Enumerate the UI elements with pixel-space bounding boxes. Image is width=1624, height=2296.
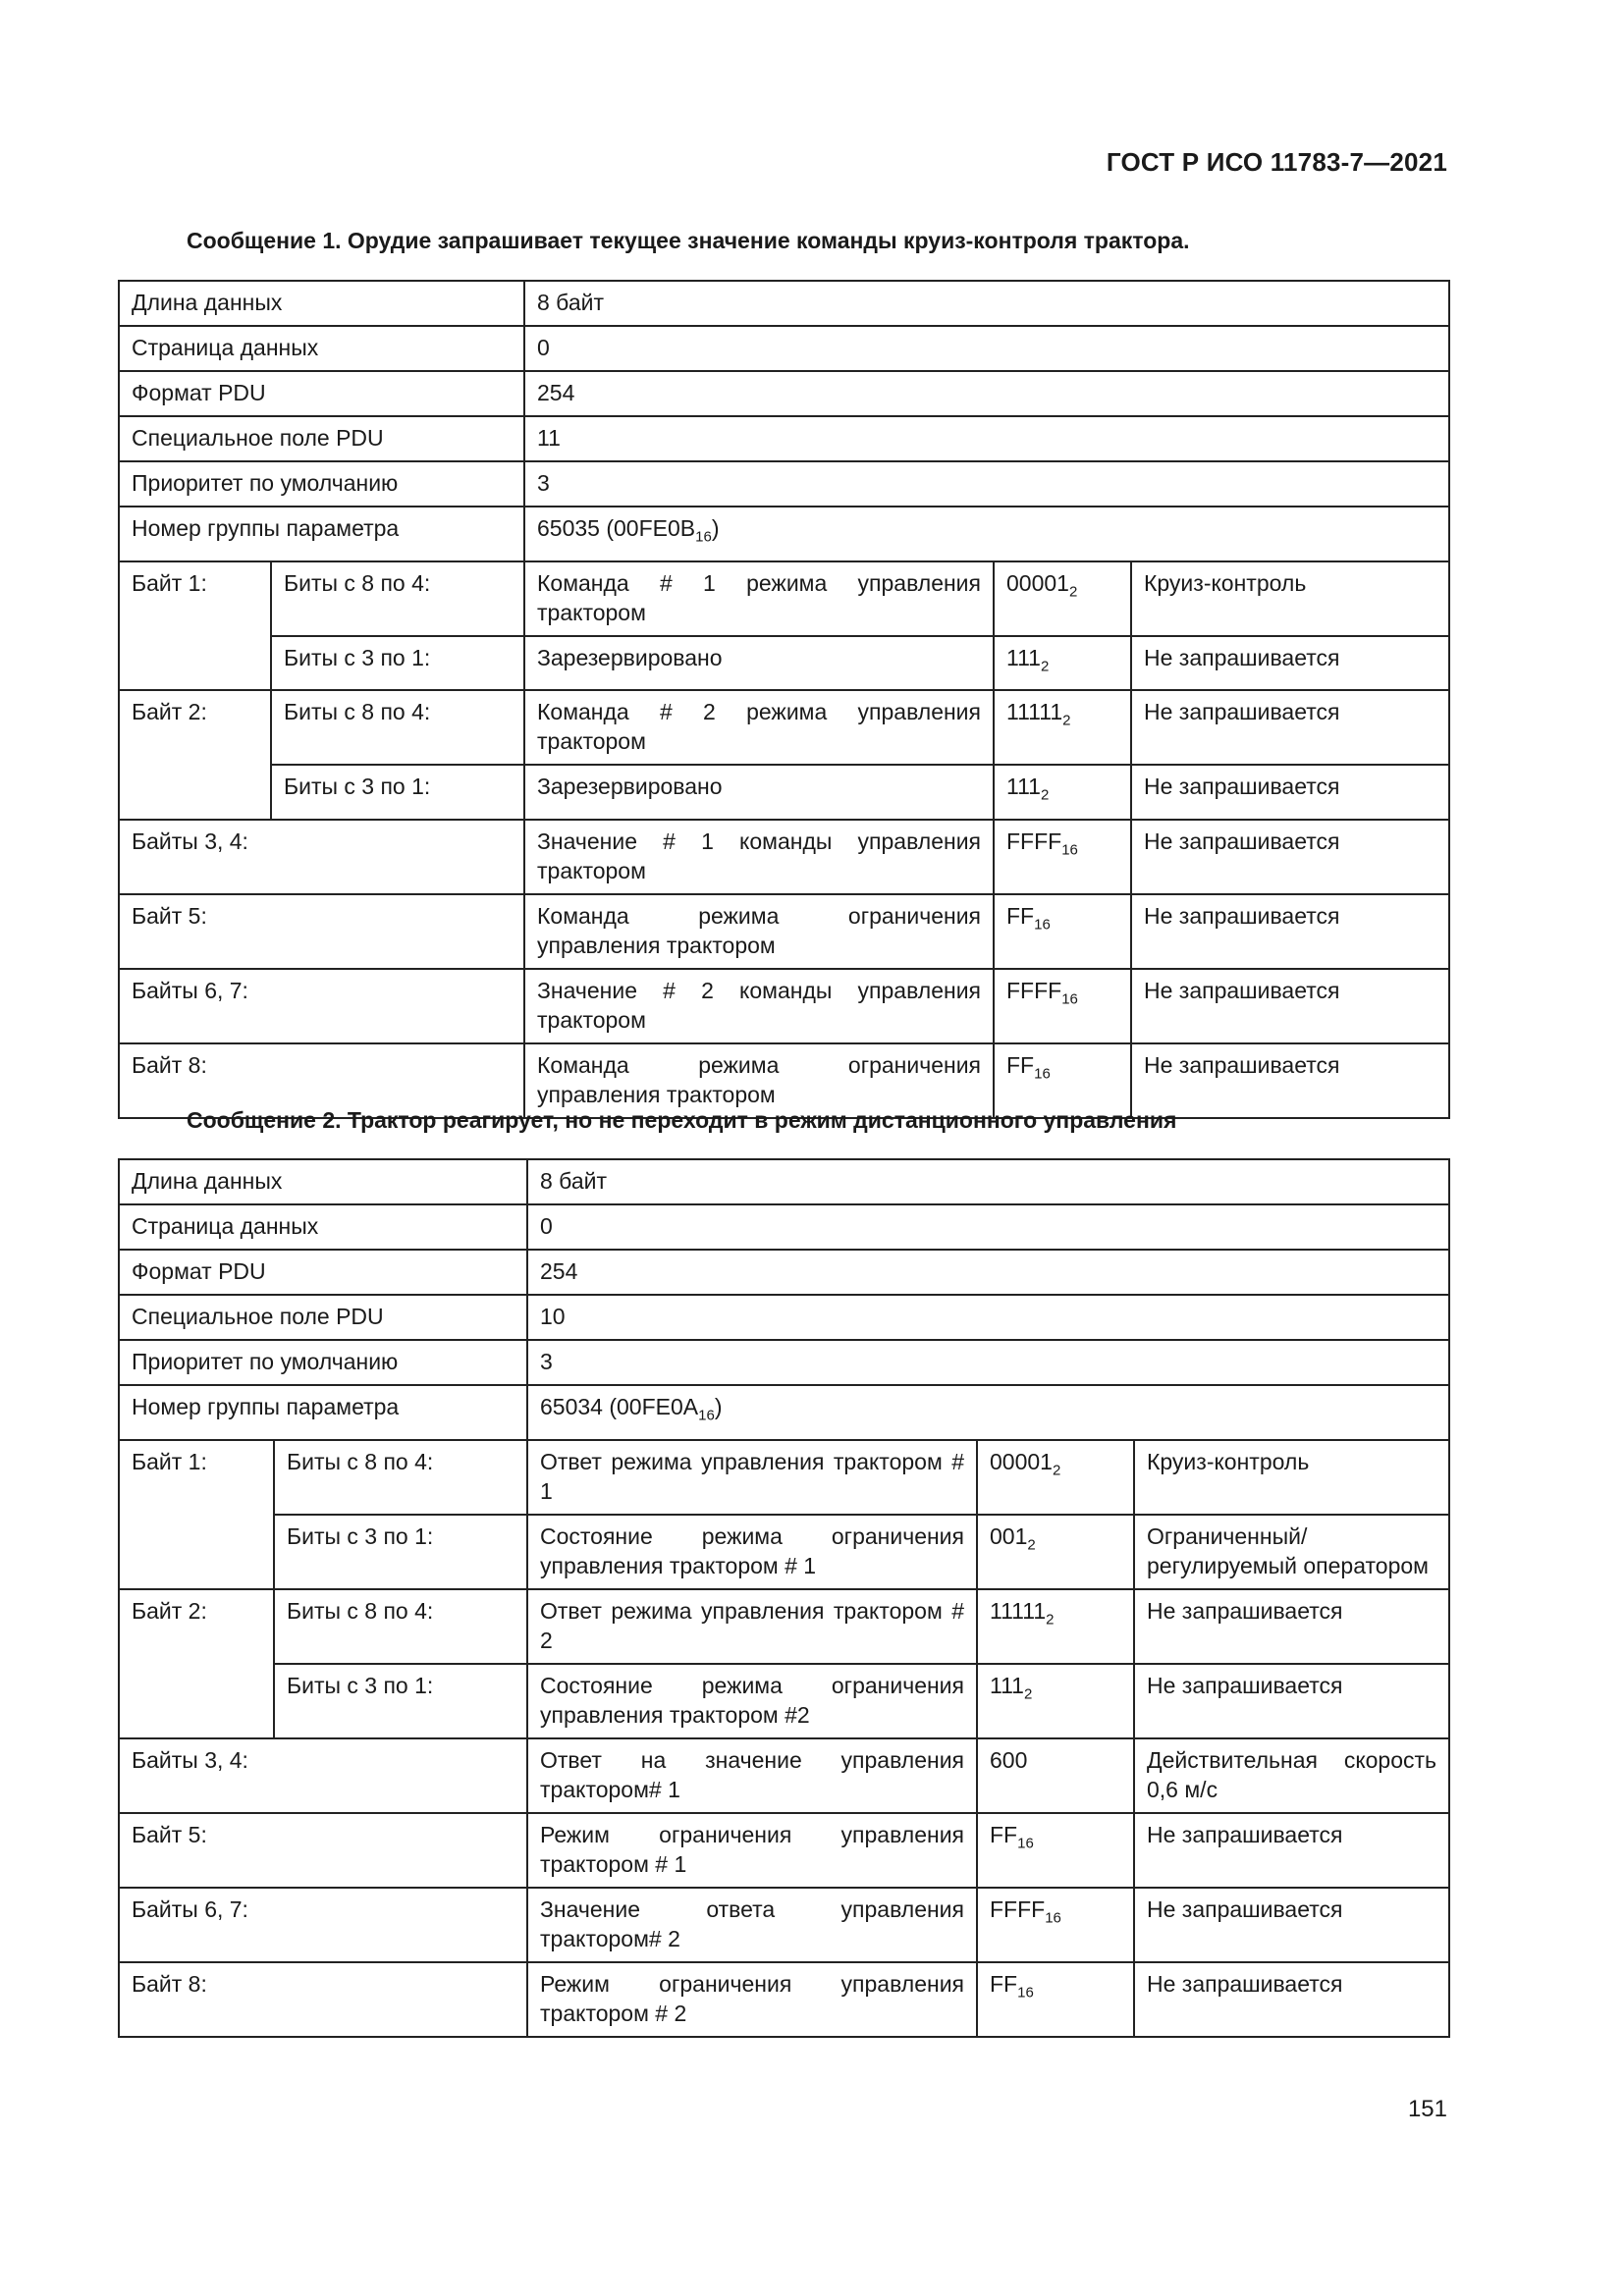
field-description: Режим ограничения управления трактором # 1: [527, 1813, 977, 1888]
field-value-text: 600: [990, 1746, 1028, 1773]
field-value-text: 11111: [990, 1597, 1047, 1624]
table-row: [119, 765, 1449, 820]
param-label: Формат PDU: [119, 371, 524, 416]
table-row: [119, 1204, 1449, 1250]
table-row: [119, 416, 1449, 461]
field-value-subscript: 16: [1017, 1984, 1034, 2002]
field-meaning: Не запрашивается: [1134, 1664, 1449, 1738]
param-value: 3: [524, 461, 1449, 507]
field-description: Команда # 1 режима управления трактором: [524, 561, 994, 636]
field-description: Команда режима ограничения управления трактором: [524, 1043, 994, 1118]
param-value: [527, 1385, 1449, 1440]
field-description: Значение ответа управления трактором# 2: [527, 1888, 977, 1962]
table-row: [119, 507, 1449, 561]
field-value-text: 001: [990, 1522, 1028, 1549]
field-value-text: 111: [1006, 774, 1041, 800]
field-meaning: Не запрашивается: [1131, 1043, 1449, 1118]
byte-label: Байты 3, 4:: [119, 820, 524, 894]
param-label: Длина данных: [119, 281, 524, 326]
field-meaning: Не запрашивается: [1131, 636, 1449, 691]
field-value-text: FFFF: [1006, 977, 1062, 1003]
bits-label: Биты с 3 по 1:: [271, 636, 524, 691]
field-value-subscript: 16: [1061, 990, 1078, 1008]
field-value-subscript: 2: [1062, 712, 1071, 729]
field-value-text: 00001: [1006, 569, 1069, 596]
table-row: [119, 1738, 1449, 1813]
field-meaning: Действительная скорость 0,6 м/с: [1134, 1738, 1449, 1813]
table-row: [119, 281, 1449, 326]
table-row: [119, 1515, 1449, 1589]
param-label: Номер группы параметра: [119, 1385, 527, 1440]
bits-label: Биты с 8 по 4:: [271, 690, 524, 765]
param-label: Формат PDU: [119, 1250, 527, 1295]
param-value: 254: [524, 371, 1449, 416]
table-row: [119, 1440, 1449, 1515]
field-value-subscript: 16: [1034, 1065, 1051, 1083]
field-description: Значение # 2 команды управления трактором: [524, 969, 994, 1043]
field-meaning: Не запрашивается: [1131, 894, 1449, 969]
param-value: 11: [524, 416, 1449, 461]
table-row: [119, 561, 1449, 636]
field-value-subscript: 2: [1040, 658, 1050, 675]
bits-label: Биты с 3 по 1:: [271, 765, 524, 820]
param-value-subscript: 16: [695, 528, 712, 546]
field-description: Зарезервировано: [524, 636, 994, 691]
field-value: [994, 690, 1131, 765]
field-value-subscript: 16: [1017, 1835, 1034, 1852]
param-label: Страница данных: [119, 326, 524, 371]
bits-label: Биты с 8 по 4:: [274, 1589, 527, 1664]
param-label: Специальное поле PDU: [119, 416, 524, 461]
field-value: [977, 1515, 1134, 1589]
table-row: [119, 461, 1449, 507]
byte-label: Байт 8:: [119, 1962, 527, 2037]
param-label: Приоритет по умолчанию: [119, 1340, 527, 1385]
field-description: Ответ режима управления трактором # 2: [527, 1589, 977, 1664]
document-code: ГОСТ Р ИСО 11783-7—2021: [1106, 147, 1447, 177]
param-value: 0: [524, 326, 1449, 371]
byte-label: Байт 2:: [119, 690, 271, 820]
bits-label: Биты с 8 по 4:: [274, 1440, 527, 1515]
field-value: [977, 1888, 1134, 1962]
field-meaning: Не запрашивается: [1131, 765, 1449, 820]
bits-label: Биты с 3 по 1:: [274, 1515, 527, 1589]
table-row: [119, 1813, 1449, 1888]
field-value-subscript: 2: [1052, 1462, 1061, 1479]
field-meaning: Ограниченный/регулируемый оператором: [1134, 1515, 1449, 1589]
param-value-suffix: ): [714, 1394, 723, 1419]
byte-label: Байты 6, 7:: [119, 1888, 527, 1962]
byte-label: Байт 8:: [119, 1043, 524, 1118]
table-row: [119, 1664, 1449, 1738]
table-row: [119, 1250, 1449, 1295]
param-value-suffix: ): [711, 515, 720, 541]
byte-label: Байт 2:: [119, 1589, 274, 1738]
param-value: 3: [527, 1340, 1449, 1385]
param-value-text: 65035 (00FE0B: [537, 515, 696, 541]
field-value-subscript: 16: [1034, 916, 1051, 934]
field-value-text: 11111: [1006, 699, 1063, 725]
field-value-text: FFFF: [990, 1896, 1046, 1922]
table-row: [119, 690, 1449, 765]
table-row: [119, 1340, 1449, 1385]
table-row: [119, 1385, 1449, 1440]
param-value: 10: [527, 1295, 1449, 1340]
field-value: [977, 1962, 1134, 2037]
field-meaning: Не запрашивается: [1134, 1962, 1449, 2037]
field-value-text: FF: [1006, 1051, 1035, 1078]
field-meaning: Не запрашивается: [1131, 690, 1449, 765]
table-row: [119, 1295, 1449, 1340]
field-value-subscript: 2: [1068, 583, 1078, 601]
field-meaning: Не запрашивается: [1134, 1888, 1449, 1962]
table-row: [119, 1159, 1449, 1204]
param-value: 8 байт: [524, 281, 1449, 326]
param-value-subscript: 16: [698, 1407, 715, 1424]
field-value-subscript: 2: [1027, 1536, 1036, 1554]
field-value: [994, 765, 1131, 820]
field-description: Состояние режима ограничения управления трактором #2: [527, 1664, 977, 1738]
bits-label: Биты с 8 по 4:: [271, 561, 524, 636]
page-number: 151: [1407, 2096, 1447, 2122]
field-value-subscript: 2: [1040, 786, 1050, 804]
message-1-table: [118, 280, 1450, 1119]
field-description: Команда режима ограничения управления трактором: [524, 894, 994, 969]
field-value-text: 00001: [990, 1448, 1053, 1474]
field-value-text: FFFF: [1006, 828, 1062, 854]
field-value-subscript: 16: [1061, 841, 1078, 859]
param-value: 0: [527, 1204, 1449, 1250]
table-row: [119, 326, 1449, 371]
param-label: Страница данных: [119, 1204, 527, 1250]
byte-label: Байт 1:: [119, 561, 271, 691]
table-row: [119, 820, 1449, 894]
field-description: Значение # 1 команды управления трактором: [524, 820, 994, 894]
table-row: [119, 969, 1449, 1043]
table-row: [119, 636, 1449, 691]
message-2-title: Сообщение 2. Трактор реагирует, но не переходит в режим дистанционного управления: [187, 1107, 1177, 1133]
table-row: [119, 1589, 1449, 1664]
field-meaning: Не запрашивается: [1131, 820, 1449, 894]
message-1-title: Сообщение 1. Орудие запрашивает текущее значение команды круиз-контроля трактора.: [187, 228, 1190, 253]
field-value-text: FF: [990, 1970, 1018, 1997]
field-value-subscript: 16: [1045, 1909, 1061, 1927]
field-meaning: Круиз-контроль: [1131, 561, 1449, 636]
param-label: Специальное поле PDU: [119, 1295, 527, 1340]
field-description: Ответ режима управления трактором # 1: [527, 1440, 977, 1515]
byte-label: Байт 1:: [119, 1440, 274, 1589]
field-value-text: 111: [990, 1672, 1024, 1698]
field-value: [994, 969, 1131, 1043]
field-value: [994, 820, 1131, 894]
table-row: [119, 894, 1449, 969]
field-description: Состояние режима ограничения управления трактором # 1: [527, 1515, 977, 1589]
byte-label: Байты 6, 7:: [119, 969, 524, 1043]
field-value-subscript: 2: [1046, 1611, 1055, 1629]
field-value-subscript: 2: [1023, 1685, 1033, 1703]
table-row: [119, 1962, 1449, 2037]
byte-label: Байты 3, 4:: [119, 1738, 527, 1813]
table-row: [119, 371, 1449, 416]
field-value: [994, 561, 1131, 636]
message-2-table: [118, 1158, 1450, 2038]
param-label: Приоритет по умолчанию: [119, 461, 524, 507]
field-value: [977, 1664, 1134, 1738]
field-value: [994, 894, 1131, 969]
bits-label: Биты с 3 по 1:: [274, 1664, 527, 1738]
field-meaning: Круиз-контроль: [1134, 1440, 1449, 1515]
field-meaning: Не запрашивается: [1134, 1813, 1449, 1888]
field-value-text: FF: [1006, 902, 1035, 929]
param-label: Длина данных: [119, 1159, 527, 1204]
field-description: Зарезервировано: [524, 765, 994, 820]
field-value: [977, 1589, 1134, 1664]
table-row: [119, 1888, 1449, 1962]
param-value: 8 байт: [527, 1159, 1449, 1204]
field-description: Ответ на значение управления трактором# 1: [527, 1738, 977, 1813]
param-value: [524, 507, 1449, 561]
byte-label: Байт 5:: [119, 894, 524, 969]
field-description: Команда # 2 режима управления трактором: [524, 690, 994, 765]
param-label: Номер группы параметра: [119, 507, 524, 561]
field-value-text: 111: [1006, 644, 1041, 670]
field-value: [977, 1813, 1134, 1888]
field-value: [977, 1738, 1134, 1813]
param-value: 254: [527, 1250, 1449, 1295]
field-value-text: FF: [990, 1821, 1018, 1847]
field-value: [977, 1440, 1134, 1515]
field-meaning: Не запрашивается: [1134, 1589, 1449, 1664]
field-value: [994, 636, 1131, 691]
field-meaning: Не запрашивается: [1131, 969, 1449, 1043]
field-description: Режим ограничения управления трактором # 2: [527, 1962, 977, 2037]
param-value-text: 65034 (00FE0A: [540, 1394, 699, 1419]
byte-label: Байт 5:: [119, 1813, 527, 1888]
